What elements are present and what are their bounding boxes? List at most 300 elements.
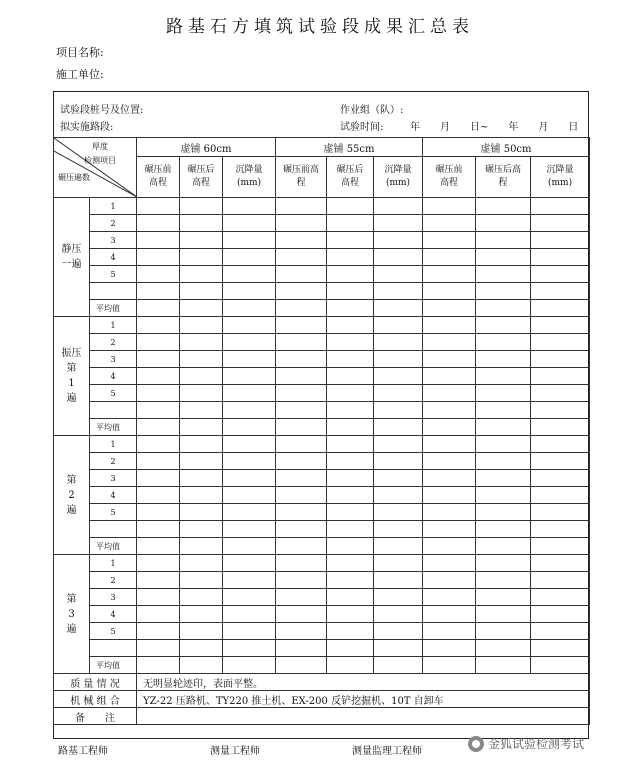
pass-group-label	[54, 436, 90, 555]
data-cell	[327, 351, 374, 368]
data-cell	[137, 215, 180, 232]
data-cell	[223, 368, 276, 385]
data-cell	[327, 368, 374, 385]
data-cell	[223, 606, 276, 623]
data-cell	[223, 487, 276, 504]
data-cell	[423, 487, 476, 504]
data-cell	[180, 623, 223, 640]
data-cell	[531, 589, 590, 606]
table-row	[54, 334, 590, 351]
data-cell	[327, 470, 374, 487]
data-cell	[180, 198, 223, 215]
section-header-50: 虚铺 50cm	[423, 138, 590, 157]
data-cell	[531, 436, 590, 453]
row-number: 1	[90, 555, 137, 572]
data-cell	[327, 453, 374, 470]
data-cell	[327, 419, 374, 436]
row-number: 1	[90, 198, 137, 215]
row-number: 4	[90, 249, 137, 266]
data-cell	[276, 504, 327, 521]
data-cell	[374, 300, 423, 317]
pass-group-label-line: 遍	[66, 393, 77, 404]
data-cell	[276, 640, 327, 657]
data-cell	[531, 266, 590, 283]
data-cell	[223, 504, 276, 521]
data-cell	[476, 521, 531, 538]
data-cell	[476, 402, 531, 419]
data-cell	[223, 470, 276, 487]
data-cell	[531, 232, 590, 249]
subheader-line: 碾压前高	[283, 165, 320, 176]
data-cell	[276, 555, 327, 572]
data-cell	[476, 232, 531, 249]
header-row-sections	[54, 138, 590, 157]
data-cell	[476, 606, 531, 623]
data-cell	[531, 419, 590, 436]
data-cell	[476, 640, 531, 657]
data-cell	[137, 555, 180, 572]
data-cell	[180, 266, 223, 283]
data-cell	[276, 572, 327, 589]
pass-group-label-line: 振压	[61, 348, 82, 359]
diag-thickness-label: 厚度	[92, 142, 108, 151]
row-number: 5	[90, 385, 137, 402]
data-cell	[180, 232, 223, 249]
remarks-row	[54, 708, 590, 725]
data-cell	[423, 657, 476, 674]
data-cell	[327, 232, 374, 249]
data-cell	[423, 300, 476, 317]
wechat-icon	[468, 736, 484, 752]
data-cell	[276, 623, 327, 640]
data-cell	[327, 266, 374, 283]
data-cell	[180, 487, 223, 504]
data-cell	[180, 657, 223, 674]
watermark-text: 金狐试验检测考试	[488, 737, 585, 751]
subheader-cell	[327, 157, 374, 198]
average-row	[54, 300, 590, 317]
subheader-line: 碾压后高	[485, 165, 522, 176]
data-cell	[137, 198, 180, 215]
data-cell	[476, 470, 531, 487]
data-cell	[374, 198, 423, 215]
data-cell	[276, 453, 327, 470]
data-cell	[223, 436, 276, 453]
row-number: 5	[90, 504, 137, 521]
data-cell	[374, 436, 423, 453]
table-row	[54, 572, 590, 589]
data-cell	[423, 521, 476, 538]
test-time-value: 年 月 日~ 年 月 日	[410, 122, 579, 133]
data-cell	[531, 317, 590, 334]
data-cell	[180, 606, 223, 623]
table-row	[54, 215, 590, 232]
subheader-cell	[223, 157, 276, 198]
data-cell	[531, 334, 590, 351]
data-cell	[476, 385, 531, 402]
data-cell	[137, 385, 180, 402]
data-cell	[476, 351, 531, 368]
data-cell	[423, 232, 476, 249]
stake-label: 试验段桩号及位置:	[60, 105, 144, 116]
table-row	[54, 402, 590, 419]
data-cell	[276, 436, 327, 453]
diag-item-label: 检测项目	[84, 156, 116, 165]
data-cell	[476, 300, 531, 317]
data-cell	[374, 249, 423, 266]
data-cell	[476, 623, 531, 640]
data-cell	[180, 453, 223, 470]
data-cell	[423, 317, 476, 334]
row-number: 2	[90, 215, 137, 232]
data-cell	[423, 640, 476, 657]
subheader-cell	[531, 157, 590, 198]
subheader-line: (mm)	[385, 178, 411, 189]
data-cell	[476, 453, 531, 470]
data-cell	[476, 249, 531, 266]
data-cell	[327, 300, 374, 317]
table-row	[54, 249, 590, 266]
data-cell	[180, 215, 223, 232]
subheader-line: 碾压前	[435, 165, 463, 176]
data-cell	[137, 266, 180, 283]
data-cell	[276, 351, 327, 368]
data-cell	[276, 470, 327, 487]
data-cell	[476, 215, 531, 232]
data-cell	[423, 368, 476, 385]
data-cell	[137, 300, 180, 317]
row-number: 4	[90, 606, 137, 623]
data-cell	[423, 623, 476, 640]
average-label: 平均值	[90, 538, 137, 555]
data-cell	[374, 368, 423, 385]
data-cell	[223, 385, 276, 402]
data-cell	[531, 300, 590, 317]
construction-unit-label: 施工单位:	[56, 68, 104, 81]
data-cell	[276, 402, 327, 419]
data-cell	[137, 453, 180, 470]
row-number: 1	[90, 436, 137, 453]
machinery-row-label: 机 械 组 合	[54, 691, 137, 708]
table-row	[54, 351, 590, 368]
data-cell	[476, 589, 531, 606]
data-cell	[531, 623, 590, 640]
data-cell	[137, 249, 180, 266]
signature-survey-engineer: 测量工程师	[210, 746, 260, 757]
data-cell	[137, 470, 180, 487]
data-cell	[223, 538, 276, 555]
row-number: 4	[90, 368, 137, 385]
data-cell	[180, 317, 223, 334]
data-cell	[223, 572, 276, 589]
data-cell	[180, 283, 223, 300]
data-cell	[327, 623, 374, 640]
data-cell	[531, 470, 590, 487]
row-number	[90, 402, 137, 419]
data-cell	[180, 572, 223, 589]
data-cell	[223, 402, 276, 419]
page-title: 路基石方填筑试验段成果汇总表	[166, 17, 474, 37]
data-cell	[180, 351, 223, 368]
data-cell	[276, 249, 327, 266]
data-cell	[276, 198, 327, 215]
data-cell	[374, 453, 423, 470]
data-cell	[531, 283, 590, 300]
data-cell	[374, 470, 423, 487]
table-row	[54, 487, 590, 504]
data-cell	[276, 385, 327, 402]
data-cell	[327, 504, 374, 521]
data-cell	[223, 623, 276, 640]
subheader-cell	[276, 157, 327, 198]
data-cell	[374, 402, 423, 419]
row-number: 5	[90, 266, 137, 283]
subheader-line: 高程	[191, 178, 210, 189]
data-cell	[374, 538, 423, 555]
data-cell	[180, 470, 223, 487]
quality-row	[54, 674, 590, 691]
table-row	[54, 266, 590, 283]
data-cell	[423, 334, 476, 351]
data-cell	[276, 606, 327, 623]
data-cell	[137, 623, 180, 640]
data-cell	[223, 657, 276, 674]
average-label: 平均值	[90, 419, 137, 436]
data-cell	[137, 436, 180, 453]
signature-survey-supervisor: 测量监理工程师	[352, 746, 422, 757]
data-cell	[223, 198, 276, 215]
data-cell	[180, 555, 223, 572]
data-cell	[327, 487, 374, 504]
data-cell	[476, 368, 531, 385]
data-cell	[531, 606, 590, 623]
data-cell	[276, 419, 327, 436]
table-row	[54, 589, 590, 606]
data-cell	[327, 606, 374, 623]
data-cell	[374, 504, 423, 521]
data-cell	[476, 487, 531, 504]
data-cell	[374, 266, 423, 283]
watermark	[468, 735, 584, 752]
data-cell	[531, 640, 590, 657]
data-cell	[276, 232, 327, 249]
data-cell	[531, 402, 590, 419]
data-cell	[531, 657, 590, 674]
data-cell	[476, 334, 531, 351]
row-number	[90, 640, 137, 657]
data-cell	[180, 640, 223, 657]
remarks-row-value	[137, 708, 590, 725]
data-cell	[423, 419, 476, 436]
subheader-line: (mm)	[236, 178, 262, 189]
data-cell	[223, 215, 276, 232]
data-cell	[423, 555, 476, 572]
data-cell	[374, 623, 423, 640]
data-cell	[223, 555, 276, 572]
pass-group-label-line: 第	[66, 593, 77, 605]
subheader-line: 程	[498, 178, 508, 189]
data-cell	[327, 521, 374, 538]
data-cell	[374, 606, 423, 623]
data-cell	[476, 504, 531, 521]
data-cell	[137, 657, 180, 674]
data-cell	[374, 317, 423, 334]
subheader-line: 高程	[440, 178, 459, 189]
pass-group-label-line: 第	[66, 474, 77, 486]
pass-group-label-line: 2	[68, 489, 75, 501]
data-cell	[327, 555, 374, 572]
table-row	[54, 470, 590, 487]
average-label: 平均值	[90, 657, 137, 674]
data-cell	[423, 215, 476, 232]
data-cell	[327, 249, 374, 266]
subheader-line: 沉降量	[235, 165, 263, 176]
data-cell	[374, 351, 423, 368]
subheader-cell	[137, 157, 180, 198]
data-cell	[276, 266, 327, 283]
quality-row-value: 无明显轮迹印，表面平整。	[137, 674, 590, 691]
data-cell	[476, 198, 531, 215]
data-cell	[137, 504, 180, 521]
data-cell	[531, 555, 590, 572]
pass-group-label	[54, 555, 90, 674]
table-row	[54, 555, 590, 572]
subheader-line: 程	[296, 178, 306, 189]
section-header-60: 虚铺 60cm	[137, 138, 276, 157]
data-cell	[423, 385, 476, 402]
data-cell	[531, 538, 590, 555]
data-cell	[327, 317, 374, 334]
table-row	[54, 606, 590, 623]
table-row	[54, 368, 590, 385]
data-cell	[423, 538, 476, 555]
pass-group-label-line: 第	[66, 363, 77, 374]
table-row	[54, 198, 590, 215]
data-cell	[423, 351, 476, 368]
data-cell	[137, 487, 180, 504]
subheader-line: 沉降量	[384, 165, 412, 176]
data-cell	[223, 334, 276, 351]
data-cell	[276, 657, 327, 674]
average-row	[54, 657, 590, 674]
data-cell	[276, 215, 327, 232]
data-cell	[423, 453, 476, 470]
road-section-label: 拟实施路段:	[60, 122, 114, 133]
data-cell	[137, 368, 180, 385]
data-cell	[137, 402, 180, 419]
data-cell	[531, 249, 590, 266]
data-cell	[223, 640, 276, 657]
data-cell	[476, 657, 531, 674]
row-number: 5	[90, 623, 137, 640]
data-cell	[276, 334, 327, 351]
data-cell	[423, 266, 476, 283]
data-cell	[374, 572, 423, 589]
row-number: 3	[90, 232, 137, 249]
data-cell	[137, 334, 180, 351]
data-cell	[180, 249, 223, 266]
subheader-line: (mm)	[547, 178, 573, 189]
pass-group-label-line: 1	[68, 378, 75, 389]
pass-group-label	[54, 198, 90, 317]
average-label: 平均值	[90, 300, 137, 317]
row-number: 3	[90, 351, 137, 368]
data-cell	[223, 300, 276, 317]
data-cell	[180, 368, 223, 385]
data-cell	[476, 419, 531, 436]
data-cell	[423, 606, 476, 623]
data-cell	[476, 283, 531, 300]
subheader-line: 碾压后	[187, 165, 215, 176]
data-cell	[180, 504, 223, 521]
table-row	[54, 232, 590, 249]
row-number: 2	[90, 453, 137, 470]
data-cell	[180, 334, 223, 351]
data-cell	[374, 419, 423, 436]
machinery-row	[54, 691, 590, 708]
data-cell	[531, 487, 590, 504]
data-cell	[327, 215, 374, 232]
data-cell	[327, 385, 374, 402]
subheader-line: 碾压后	[336, 165, 364, 176]
data-cell	[276, 589, 327, 606]
data-cell	[327, 436, 374, 453]
data-cell	[327, 198, 374, 215]
pass-group-label-line: 遍	[66, 623, 77, 635]
subheader-line: 沉降量	[546, 165, 574, 176]
data-cell	[223, 317, 276, 334]
data-cell	[374, 589, 423, 606]
data-cell	[327, 657, 374, 674]
data-cell	[137, 589, 180, 606]
row-number	[90, 283, 137, 300]
data-cell	[476, 317, 531, 334]
data-cell	[180, 538, 223, 555]
table-row	[54, 521, 590, 538]
data-cell	[137, 283, 180, 300]
crew-label: 作业组（队）:	[340, 105, 404, 116]
pass-group-label	[54, 317, 90, 436]
data-cell	[137, 232, 180, 249]
data-cell	[374, 640, 423, 657]
row-number: 2	[90, 334, 137, 351]
data-cell	[327, 572, 374, 589]
row-number	[90, 521, 137, 538]
data-cell	[223, 453, 276, 470]
remarks-row-label: 备 注	[54, 708, 137, 725]
data-cell	[476, 436, 531, 453]
data-cell	[276, 283, 327, 300]
data-cell	[137, 317, 180, 334]
data-cell	[423, 470, 476, 487]
data-cell	[180, 300, 223, 317]
data-cell	[223, 232, 276, 249]
data-cell	[374, 334, 423, 351]
data-cell	[423, 249, 476, 266]
data-cell	[180, 402, 223, 419]
table-row	[54, 317, 590, 334]
data-cell	[137, 572, 180, 589]
data-cell	[423, 198, 476, 215]
data-cell	[276, 538, 327, 555]
table-row	[54, 385, 590, 402]
subheader-line: 碾压前	[144, 165, 172, 176]
data-cell	[531, 385, 590, 402]
data-cell	[531, 215, 590, 232]
data-cell	[137, 419, 180, 436]
data-cell	[423, 589, 476, 606]
data-cell	[276, 521, 327, 538]
